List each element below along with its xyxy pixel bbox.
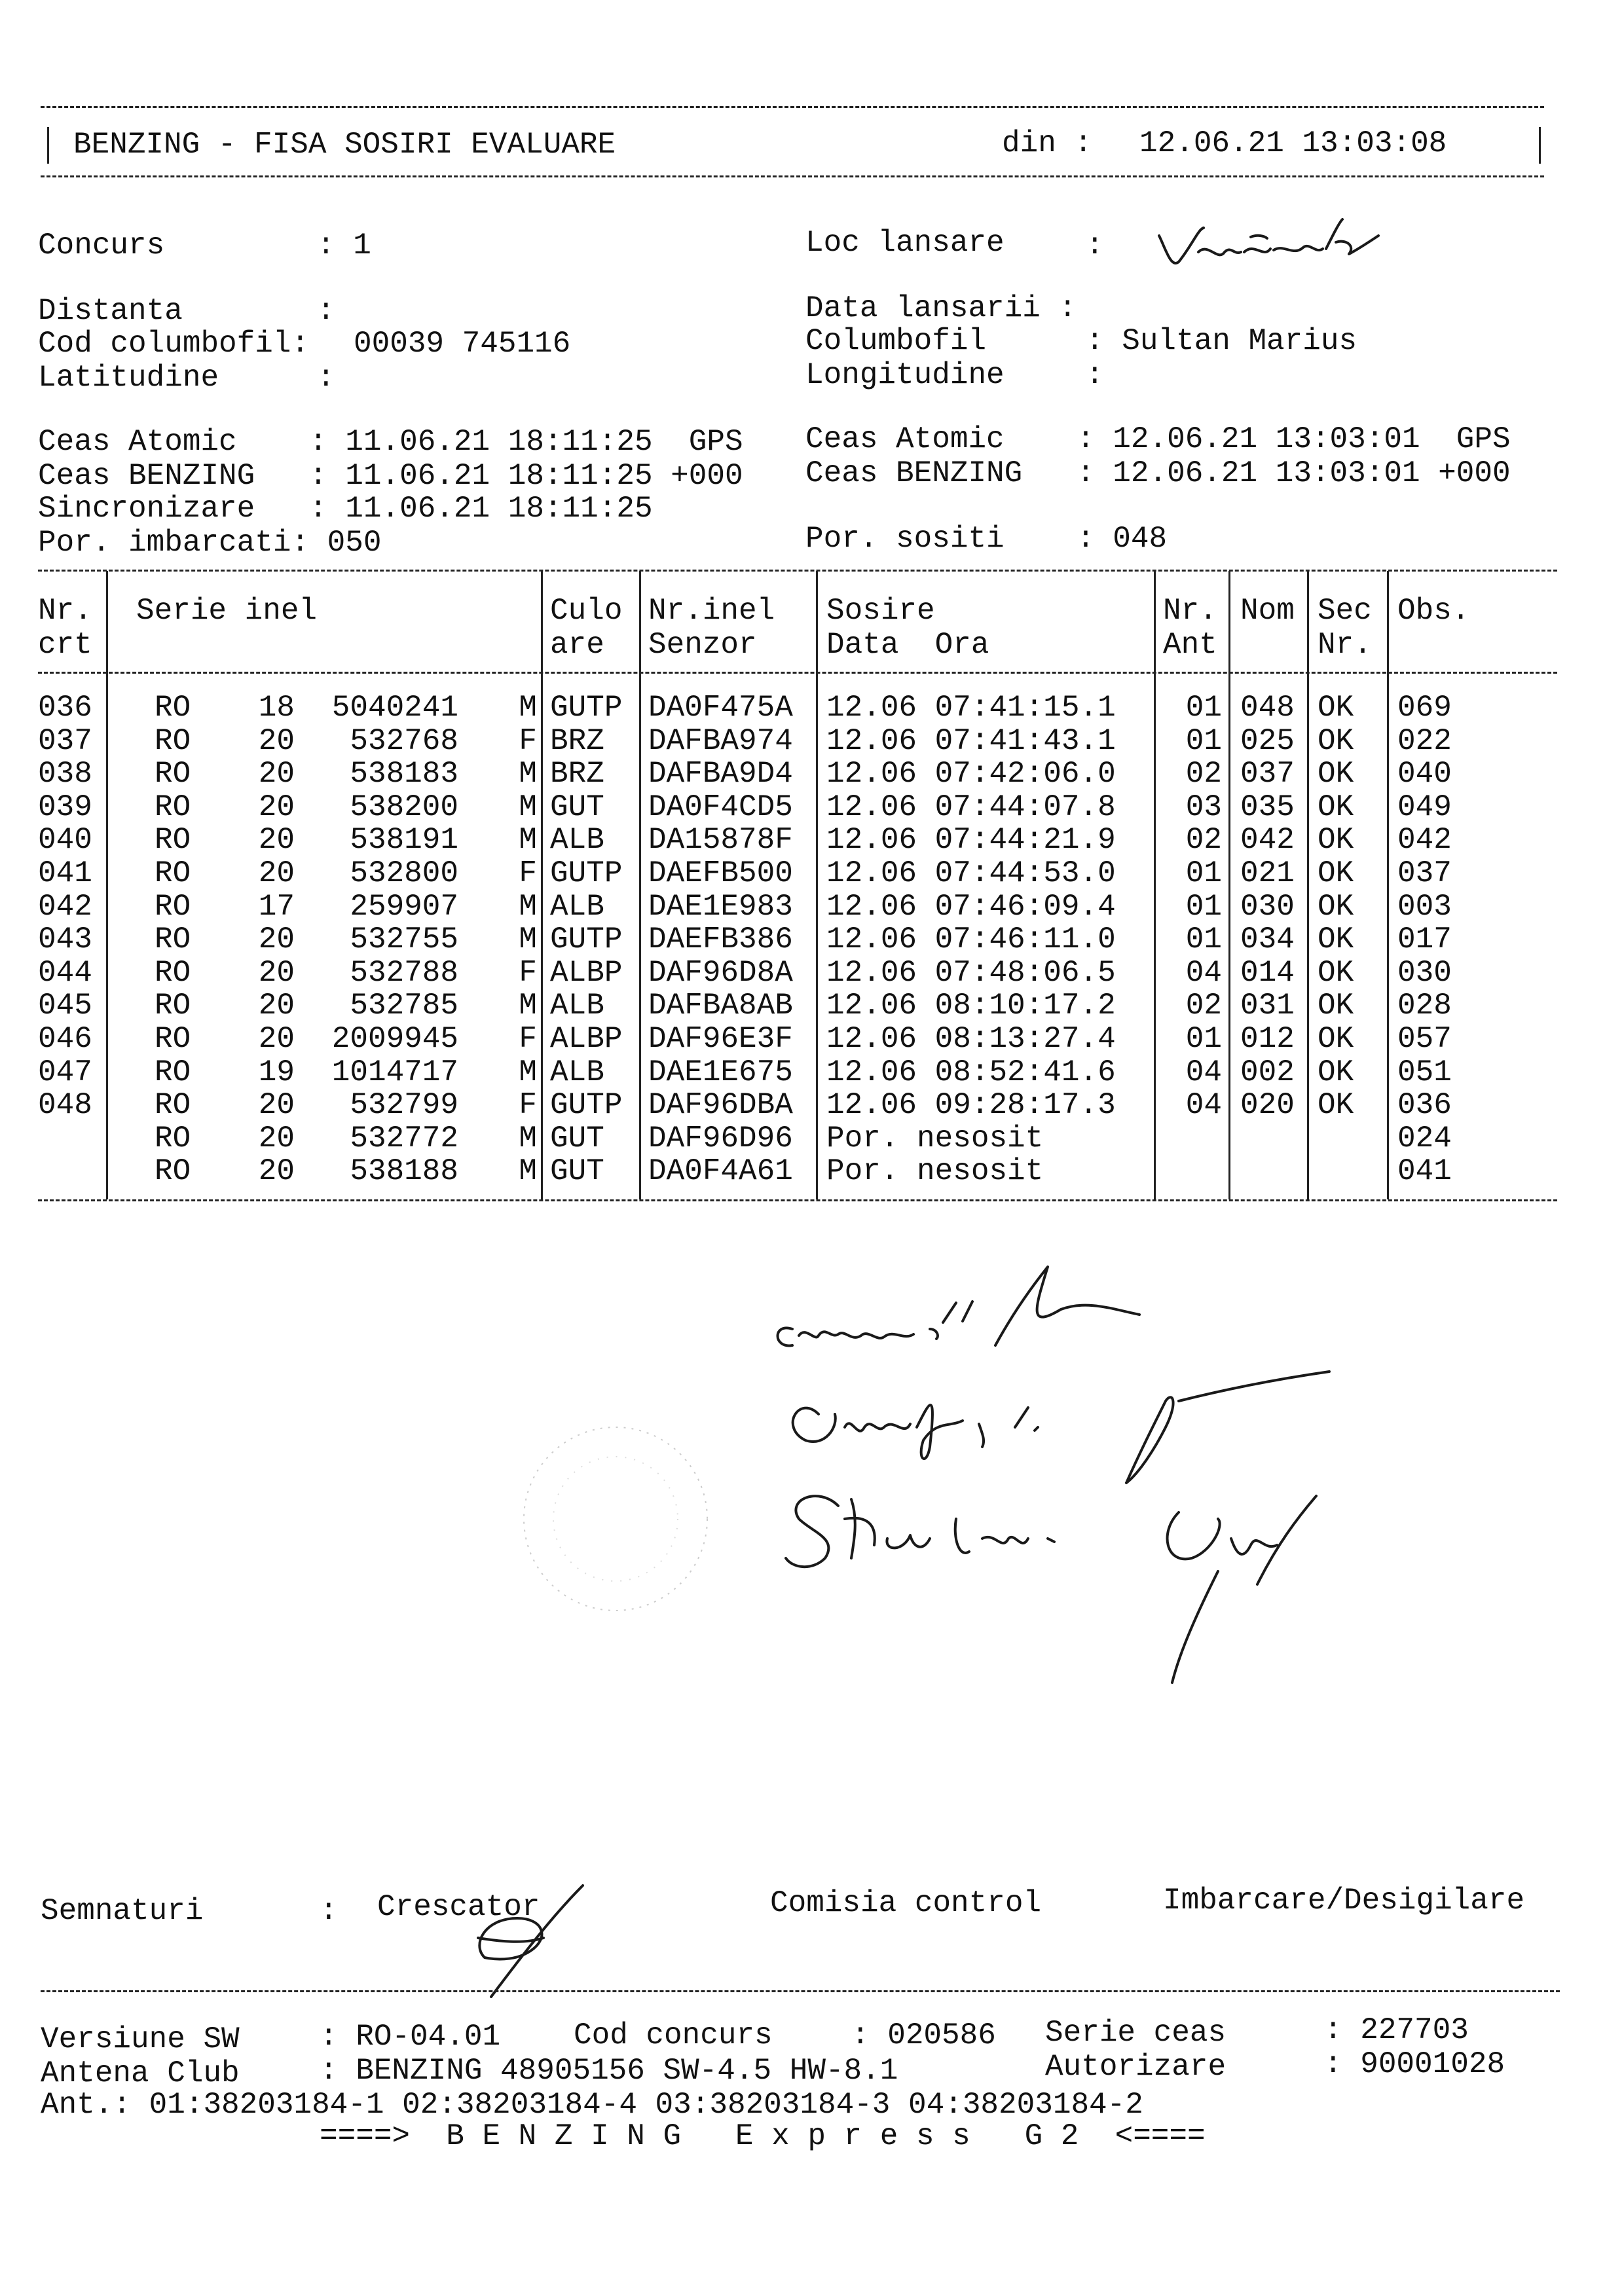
cell-color: GUTP xyxy=(550,856,623,890)
th-sosire: Sosire xyxy=(826,594,935,628)
cell-ring: 538188 xyxy=(350,1154,458,1189)
cell-nr: 046 xyxy=(38,1022,92,1056)
cell-antenna: 04 xyxy=(1185,955,1222,990)
cell-sex: M xyxy=(519,889,537,924)
cell-nr: 045 xyxy=(38,989,92,1023)
cell-sec: OK xyxy=(1318,955,1354,990)
semnaturi-label: Semnaturi xyxy=(41,1894,204,1928)
cell-year: 20 xyxy=(258,723,295,758)
header-top-border xyxy=(41,106,1544,108)
cell-color: ALBP xyxy=(550,955,623,990)
cell-sex: M xyxy=(519,922,537,957)
cell-obs: 057 xyxy=(1397,1022,1452,1056)
cell-country: RO xyxy=(155,691,191,725)
cell-country: RO xyxy=(155,757,191,792)
cell-sensor: DA0F475A xyxy=(648,691,793,725)
ceas-benzing-start: Ceas BENZING : 11.06.21 18:11:25 +000 xyxy=(38,459,743,493)
cell-country: RO xyxy=(155,955,191,990)
table-row xyxy=(0,987,1624,1021)
loc-lansare-label: Loc lansare xyxy=(805,226,1005,260)
table-row xyxy=(0,755,1624,792)
cell-sec: OK xyxy=(1318,823,1354,858)
th-culo: Culo xyxy=(550,594,623,628)
cell-sensor: DAFBA8AB xyxy=(648,989,793,1023)
cell-nr: 042 xyxy=(38,889,92,924)
cell-ring: 538191 xyxy=(350,823,458,858)
columbofil-label: Columbofil xyxy=(805,324,987,358)
por-imbarcati-line: Por. imbarcati: 050 xyxy=(38,526,382,560)
th-sec: Sec xyxy=(1318,594,1372,628)
cell-nom: 030 xyxy=(1240,889,1295,924)
cell-year: 20 xyxy=(258,856,295,890)
cell-obs: 022 xyxy=(1397,723,1452,758)
cell-antenna: 02 xyxy=(1185,989,1222,1023)
cell-year: 17 xyxy=(258,889,295,924)
cell-ring: 5040241 xyxy=(331,691,458,725)
cell-nom: 002 xyxy=(1240,1055,1295,1089)
cell-arrival: 12.06 08:10:17.2 xyxy=(826,989,1116,1023)
table-body xyxy=(0,689,1624,1199)
cod-columbofil-value: 00039 745116 xyxy=(354,327,571,361)
cell-year: 19 xyxy=(258,1055,295,1089)
cell-nr: 039 xyxy=(38,790,92,824)
cell-nom: 034 xyxy=(1240,922,1295,957)
antenna-list: Ant.: 01:38203184-1 02:38203184-4 03:38203184-3 04:38203184-2 xyxy=(41,2088,1143,2122)
cell-nom: 035 xyxy=(1240,790,1295,824)
loc-lansare-handwritten xyxy=(1153,216,1401,288)
table-row xyxy=(0,1020,1624,1054)
th-nr-inel: Nr.inel xyxy=(648,594,775,628)
concurs-label: Concurs xyxy=(38,228,165,263)
concurs-value: : 1 xyxy=(317,228,371,263)
table-top-border xyxy=(38,570,1557,572)
cell-arrival: 12.06 09:28:17.3 xyxy=(826,1088,1116,1123)
cell-nom: 031 xyxy=(1240,989,1295,1023)
cell-year: 20 xyxy=(258,790,295,824)
cell-color: GUTP xyxy=(550,1088,623,1123)
longitudine-value: : xyxy=(1086,358,1104,392)
serie-ceas-value: : 227703 xyxy=(1324,2013,1469,2047)
cell-sec: OK xyxy=(1318,889,1354,924)
th-serie-inel: Serie inel xyxy=(136,594,318,628)
th-are: are xyxy=(550,628,604,662)
cell-obs: 037 xyxy=(1397,856,1452,890)
stamp-smudge xyxy=(511,1394,720,1643)
cell-ring: 532755 xyxy=(350,922,458,957)
cell-nr: 044 xyxy=(38,955,92,990)
cell-nr: 040 xyxy=(38,823,92,858)
cell-year: 20 xyxy=(258,823,295,858)
cell-color: GUT xyxy=(550,1121,604,1156)
cell-country: RO xyxy=(155,823,191,858)
cell-color: GUTP xyxy=(550,922,623,957)
cell-obs: 051 xyxy=(1397,1055,1452,1089)
cell-antenna: 01 xyxy=(1185,889,1222,924)
cell-ring: 532788 xyxy=(350,955,458,990)
cell-color: ALB xyxy=(550,989,604,1023)
latitudine-value: : xyxy=(317,361,335,395)
table-row xyxy=(0,854,1624,888)
latitudine-label: Latitudine xyxy=(38,361,219,395)
cell-color: ALBP xyxy=(550,1022,623,1056)
cell-nr: 048 xyxy=(38,1088,92,1123)
antena-club-label: Antena Club xyxy=(41,2056,240,2090)
th-nr-ant: Nr. xyxy=(1163,594,1217,628)
cell-nom: 048 xyxy=(1240,691,1295,725)
cell-sensor: DAF96E3F xyxy=(648,1022,793,1056)
cell-sensor: DAE1E983 xyxy=(648,889,793,924)
cell-sensor: DAF96D96 xyxy=(648,1121,793,1156)
cell-antenna: 02 xyxy=(1185,823,1222,858)
cell-sex: M xyxy=(519,1154,537,1189)
cell-country: RO xyxy=(155,1154,191,1189)
cell-color: GUT xyxy=(550,1154,604,1189)
cell-sex: M xyxy=(519,1121,537,1156)
cell-sec: OK xyxy=(1318,757,1354,792)
cell-sec: OK xyxy=(1318,1088,1354,1123)
cell-country: RO xyxy=(155,889,191,924)
cell-antenna: 04 xyxy=(1185,1088,1222,1123)
cell-sec: OK xyxy=(1318,691,1354,725)
cell-sex: F xyxy=(519,723,537,758)
cell-year: 20 xyxy=(258,1121,295,1156)
cell-sensor: DAFBA9D4 xyxy=(648,757,793,792)
cell-sex: F xyxy=(519,1088,537,1123)
cell-sensor: DA15878F xyxy=(648,823,793,858)
cell-country: RO xyxy=(155,790,191,824)
committee-signatures xyxy=(720,1231,1441,1689)
cell-antenna: 02 xyxy=(1185,757,1222,792)
cell-nr: 037 xyxy=(38,723,92,758)
cell-ring: 2009945 xyxy=(331,1022,458,1056)
cell-arrival: 12.06 07:46:11.0 xyxy=(826,922,1116,957)
cell-antenna: 04 xyxy=(1185,1055,1222,1089)
cod-concurs-value: : 020586 xyxy=(851,2018,996,2052)
cell-sex: F xyxy=(519,856,537,890)
th-sec-nr: Nr. xyxy=(1318,628,1372,662)
cell-sex: M xyxy=(519,1055,537,1089)
cell-year: 20 xyxy=(258,989,295,1023)
cell-arrival: 12.06 07:42:06.0 xyxy=(826,757,1116,792)
cell-year: 20 xyxy=(258,955,295,990)
cell-ring: 538200 xyxy=(350,790,458,824)
cell-color: ALB xyxy=(550,823,604,858)
cell-arrival: 12.06 07:46:09.4 xyxy=(826,889,1116,924)
th-data-ora: Data Ora xyxy=(826,628,989,662)
distanta-value: : xyxy=(317,294,335,328)
cell-sensor: DAF96D8A xyxy=(648,955,793,990)
cell-sensor: DAE1E675 xyxy=(648,1055,793,1089)
loc-lansare-sep: : xyxy=(1086,228,1104,263)
crescator-label: Crescator xyxy=(377,1890,540,1924)
table-row xyxy=(0,722,1624,756)
cell-year: 20 xyxy=(258,922,295,957)
th-nr: Nr. xyxy=(38,594,92,628)
ceas-benzing-end: Ceas BENZING : 12.06.21 13:03:01 +000 xyxy=(805,456,1511,490)
cell-country: RO xyxy=(155,1055,191,1089)
cell-ring: 259907 xyxy=(350,889,458,924)
din-label: din : xyxy=(1002,126,1093,160)
cell-obs: 017 xyxy=(1397,922,1452,957)
cell-country: RO xyxy=(155,856,191,890)
cell-nr: 036 xyxy=(38,691,92,725)
cod-concurs-label: Cod concurs xyxy=(574,2018,773,2052)
cell-sec: OK xyxy=(1318,989,1354,1023)
cell-sec: OK xyxy=(1318,1022,1354,1056)
cell-year: 18 xyxy=(258,691,295,725)
cell-sex: M xyxy=(519,989,537,1023)
cell-nr: 047 xyxy=(38,1055,92,1089)
cell-nr: 043 xyxy=(38,922,92,957)
cell-antenna: 01 xyxy=(1185,691,1222,725)
cell-nom: 021 xyxy=(1240,856,1295,890)
cell-country: RO xyxy=(155,1121,191,1156)
cell-year: 20 xyxy=(258,1154,295,1189)
cell-nr: 038 xyxy=(38,757,92,792)
cell-nom: 042 xyxy=(1240,823,1295,858)
cell-sex: M xyxy=(519,790,537,824)
table-row xyxy=(0,920,1624,955)
cell-color: GUTP xyxy=(550,691,623,725)
cell-nom: 012 xyxy=(1240,1022,1295,1056)
cell-antenna: 01 xyxy=(1185,1022,1222,1056)
cell-sec: OK xyxy=(1318,856,1354,890)
por-sositi-line: Por. sositi : 048 xyxy=(805,522,1168,556)
cell-arrival: Por. nesosit xyxy=(826,1121,1044,1156)
cell-sensor: DAEFB500 xyxy=(648,856,793,890)
table-row xyxy=(0,1120,1624,1154)
cell-year: 20 xyxy=(258,1022,295,1056)
cell-antenna: 01 xyxy=(1185,856,1222,890)
antena-club-value: : BENZING 48905156 SW-4.5 HW-8.1 xyxy=(320,2054,898,2088)
semnaturi-sep: : xyxy=(320,1894,338,1928)
table-row xyxy=(0,689,1624,723)
columbofil-value: : Sultan Marius xyxy=(1086,324,1357,358)
cell-arrival: Por. nesosit xyxy=(826,1154,1044,1189)
cell-sec: OK xyxy=(1318,723,1354,758)
cell-nom: 020 xyxy=(1240,1088,1295,1123)
cell-obs: 028 xyxy=(1397,989,1452,1023)
cell-antenna: 01 xyxy=(1185,723,1222,758)
th-senzor: Senzor xyxy=(648,628,757,662)
cell-ring: 1014717 xyxy=(331,1055,458,1089)
cell-sensor: DA0F4CD5 xyxy=(648,790,793,824)
din-value: 12.06.21 13:03:08 xyxy=(1139,126,1447,160)
cell-ring: 532800 xyxy=(350,856,458,890)
serie-ceas-label: Serie ceas xyxy=(1045,2016,1227,2050)
table-row xyxy=(0,1152,1624,1189)
sincronizare-line: Sincronizare : 11.06.21 18:11:25 xyxy=(38,492,653,526)
table-header-border xyxy=(38,672,1557,674)
data-lansarii-label: Data lansarii : xyxy=(805,291,1077,325)
cell-arrival: 12.06 08:13:27.4 xyxy=(826,1022,1116,1056)
versiune-label: Versiune SW xyxy=(41,2022,240,2056)
cell-obs: 040 xyxy=(1397,757,1452,792)
cell-sensor: DA0F4A61 xyxy=(648,1154,793,1189)
cell-sec: OK xyxy=(1318,1055,1354,1089)
cell-sec: OK xyxy=(1318,922,1354,957)
report-title: BENZING - FISA SOSIRI EVALUARE xyxy=(73,128,616,162)
cell-obs: 003 xyxy=(1397,889,1452,924)
table-row xyxy=(0,1086,1624,1123)
cell-nom: 037 xyxy=(1240,757,1295,792)
versiune-value: : RO-04.01 xyxy=(320,2020,501,2054)
cell-sec: OK xyxy=(1318,790,1354,824)
cell-obs: 024 xyxy=(1397,1121,1452,1156)
cell-arrival: 12.06 07:41:43.1 xyxy=(826,723,1116,758)
header-right-border xyxy=(1539,127,1541,164)
cell-sex: F xyxy=(519,955,537,990)
distanta-label: Distanta xyxy=(38,294,183,328)
cell-sensor: DAFBA974 xyxy=(648,723,793,758)
cell-arrival: 12.06 07:44:21.9 xyxy=(826,823,1116,858)
th-ant: Ant xyxy=(1163,628,1217,662)
ceas-atomic-start: Ceas Atomic : 11.06.21 18:11:25 GPS xyxy=(38,425,743,459)
cell-sex: M xyxy=(519,823,537,858)
cell-sensor: DAF96DBA xyxy=(648,1088,793,1123)
cell-color: ALB xyxy=(550,1055,604,1089)
cell-country: RO xyxy=(155,1022,191,1056)
cell-obs: 069 xyxy=(1397,691,1452,725)
cell-ring: 532799 xyxy=(350,1088,458,1123)
table-row xyxy=(0,1053,1624,1087)
cell-obs: 036 xyxy=(1397,1088,1452,1123)
autorizare-label: Autorizare xyxy=(1045,2050,1227,2084)
cell-nom: 014 xyxy=(1240,955,1295,990)
cell-country: RO xyxy=(155,1088,191,1123)
cell-arrival: 12.06 07:48:06.5 xyxy=(826,955,1116,990)
th-crt: crt xyxy=(38,628,92,662)
header-left-border xyxy=(47,127,49,164)
table-row xyxy=(0,888,1624,922)
ceas-atomic-end: Ceas Atomic : 12.06.21 13:03:01 GPS xyxy=(805,422,1511,456)
cell-obs: 041 xyxy=(1397,1154,1452,1189)
cell-year: 20 xyxy=(258,757,295,792)
cell-sex: M xyxy=(519,691,537,725)
imbarcare-desigilare-label: Imbarcare/Desigilare xyxy=(1163,1884,1525,1918)
cell-arrival: 12.06 07:41:15.1 xyxy=(826,691,1116,725)
cell-color: GUT xyxy=(550,790,604,824)
th-nom: Nom xyxy=(1240,594,1295,628)
cell-sex: M xyxy=(519,757,537,792)
cod-columbofil-label: Cod columbofil: xyxy=(38,327,310,361)
cell-color: ALB xyxy=(550,889,604,924)
cell-nom: 025 xyxy=(1240,723,1295,758)
cell-obs: 042 xyxy=(1397,823,1452,858)
crescator-signature xyxy=(445,1872,602,2016)
cell-ring: 532785 xyxy=(350,989,458,1023)
footer-separator xyxy=(41,1990,1560,1992)
table-row xyxy=(0,788,1624,822)
cell-antenna: 01 xyxy=(1185,922,1222,957)
cell-obs: 049 xyxy=(1397,790,1452,824)
cell-nr: 041 xyxy=(38,856,92,890)
comisia-control-label: Comisia control xyxy=(770,1886,1042,1920)
cell-ring: 532772 xyxy=(350,1121,458,1156)
cell-arrival: 12.06 07:44:53.0 xyxy=(826,856,1116,890)
table-row xyxy=(0,821,1624,858)
cell-obs: 030 xyxy=(1397,955,1452,990)
longitudine-label: Longitudine xyxy=(805,358,1005,392)
cell-color: BRZ xyxy=(550,723,604,758)
cell-country: RO xyxy=(155,723,191,758)
autorizare-value: : 90001028 xyxy=(1324,2047,1505,2081)
cell-color: BRZ xyxy=(550,757,604,792)
cell-country: RO xyxy=(155,922,191,957)
th-obs: Obs. xyxy=(1397,594,1470,628)
cell-arrival: 12.06 07:44:07.8 xyxy=(826,790,1116,824)
cell-country: RO xyxy=(155,989,191,1023)
cell-sensor: DAEFB386 xyxy=(648,922,793,957)
benzing-express-banner: ====> B E N Z I N G E x p r e s s G 2 <==== xyxy=(320,2119,1206,2153)
cell-antenna: 03 xyxy=(1185,790,1222,824)
cell-arrival: 12.06 08:52:41.6 xyxy=(826,1055,1116,1089)
table-row xyxy=(0,954,1624,988)
cell-ring: 532768 xyxy=(350,723,458,758)
table-bottom-border xyxy=(38,1199,1557,1201)
header-bottom-border xyxy=(41,175,1544,177)
cell-ring: 538183 xyxy=(350,757,458,792)
cell-year: 20 xyxy=(258,1088,295,1123)
cell-sex: F xyxy=(519,1022,537,1056)
